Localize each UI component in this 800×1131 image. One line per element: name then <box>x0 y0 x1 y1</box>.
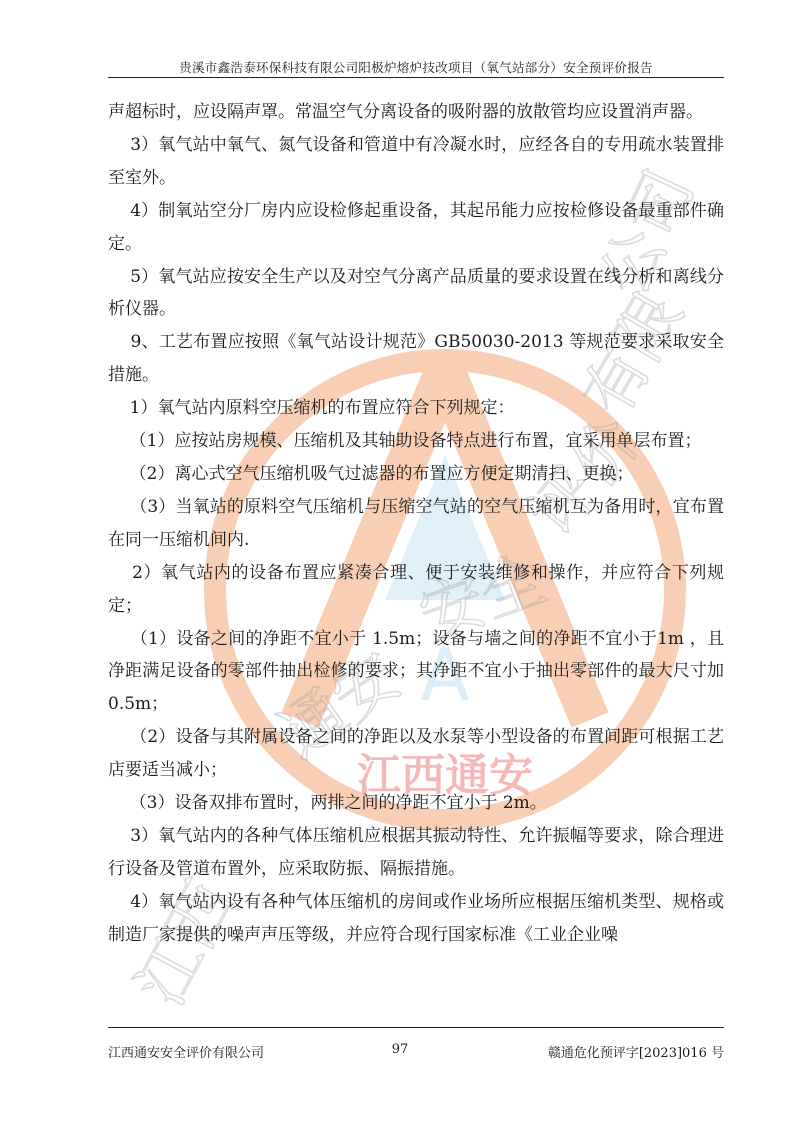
footer-doc-number: 赣通危化预评字[2023]016 号 <box>547 1046 724 1061</box>
svg-text:江西: 江西 <box>123 869 250 1018</box>
svg-text:公司: 公司 <box>587 159 709 307</box>
paragraph: （3）设备双排布置时，两排之间的净距不宜小于 2m。 <box>108 793 547 814</box>
paragraph: 1）氧气站内原料空压缩机的布置应符合下列规定： <box>108 398 515 419</box>
paragraph: 5）氧气站应按安全生产以及对空气分离产品质量的要求设置在线分析和离线分析仪器。 <box>108 266 724 320</box>
footer-company: 江西通安安全评价有限公司 <box>108 1046 265 1061</box>
document-body <box>108 96 730 952</box>
paragraph: （2）设备与其附属设备之间的净距以及水泵等小型设备的布置间距可根据工艺店要适当减小； <box>108 727 724 781</box>
watermark-letter: A <box>420 633 470 717</box>
footer-divider <box>108 1027 724 1028</box>
svg-text:通安: 通安 <box>266 639 415 774</box>
paragraph: 4）氧气站内设有各种气体压缩机的房间或作业场所应根据压缩机类型、规格或制造厂家提供的噪声声压等级，并应符合现行国家标准《工业企业噪 <box>108 891 724 945</box>
paragraph: 声超标时，应设隔声罩。常温空气分离设备的吸附器的放散管均应设置消声器。 <box>108 102 703 122</box>
paragraph: （1）设备之间的净距不宜小于 1.5m；设备与墙之间的净距不宜小于1m ，且净距满足设备的零部件抽出检修的要求；其净距不宜小于抽出零部件的最大尺寸加 0.5m； <box>108 628 730 715</box>
paragraph: 2）氧气站内的设备布置应紧凑合理、便于安装维修和操作，并应符合下列规定； <box>108 562 724 616</box>
svg-text:评价: 评价 <box>515 404 655 551</box>
paragraph: （1）应按站房规模、压缩机及其轴助设备特点进行布置，宜采用单层布置； <box>108 431 702 452</box>
paragraph: 9、工艺布置应按照《氧气站设计规范》GB50030-2013 等规范要求采取安全措施。 <box>108 332 724 386</box>
header-divider <box>108 77 724 78</box>
paragraph: 3）氧气站中氧气、氮气设备和管道中有冷凝水时，应经各自的专用疏水装置排至室外。 <box>108 134 724 188</box>
watermark-stamp-text: 江西通安 <box>357 750 533 801</box>
svg-text:有限: 有限 <box>569 280 698 428</box>
paragraph: （3）当氧站的原料空气压缩机与压缩空气站的空气压缩机互为备用时，宜布置在同一压缩机间内. <box>108 496 724 550</box>
running-header: 贵溪市鑫浩泰环保科技有限公司阳极炉熔炉技改项目（氧气站部分）安全预评价报告 <box>179 60 653 75</box>
svg-text:安全: 安全 <box>410 541 556 656</box>
paragraph: 3）氧气站内的各种气体压缩机应根据其振动特性、允许振幅等要求，除合理进行设备及管道布置外，应采取防振、隔振措施。 <box>108 825 724 879</box>
page-number: 97 <box>391 1042 409 1057</box>
paragraph: （2）离心式空气压缩机吸气过滤器的布置应方便定期清扫、更换； <box>108 463 634 484</box>
paragraph: 4）制氧站空分厂房内应设检修起重设备，其起吊能力应按检修设备最重部件确定。 <box>108 200 724 254</box>
